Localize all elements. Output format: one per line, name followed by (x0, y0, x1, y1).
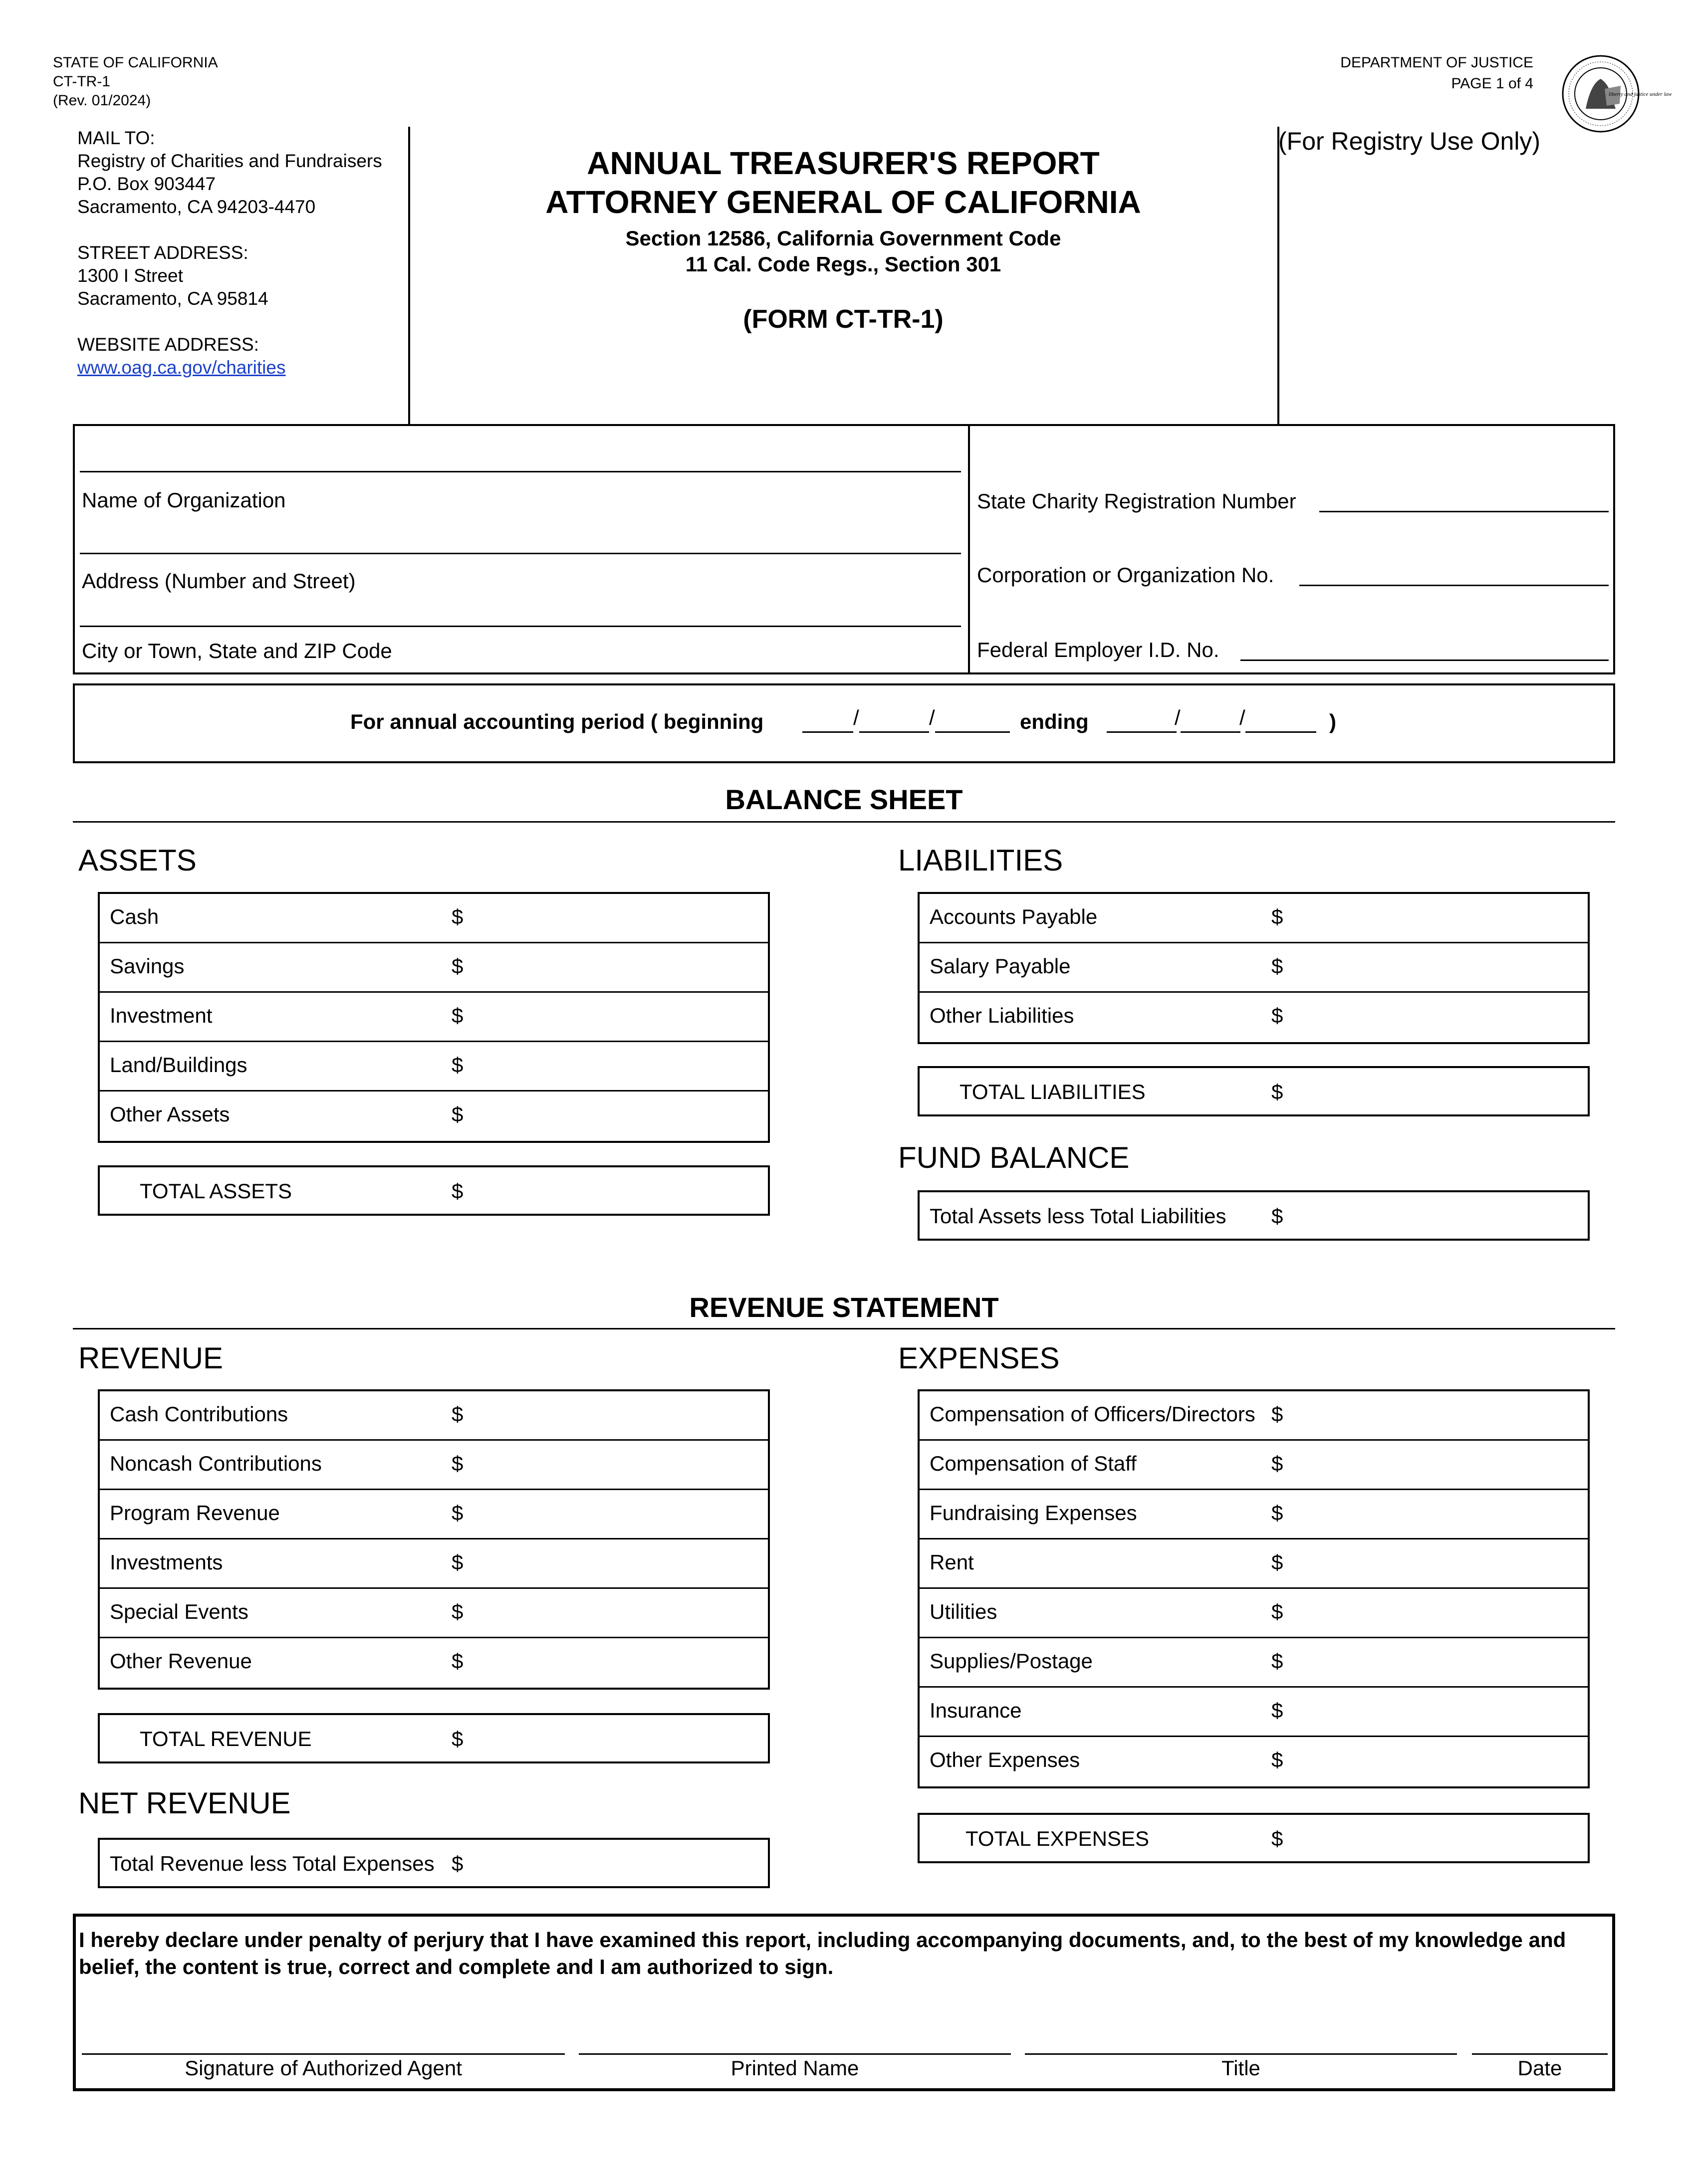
total-revenue-label: TOTAL REVENUE (140, 1727, 312, 1750)
net-revenue-label: Total Revenue less Total Expenses (110, 1852, 435, 1875)
revenue-row-noncash-contributions[interactable] (100, 1441, 768, 1490)
title-field[interactable] (1025, 2053, 1457, 2055)
assets-title: ASSETS (78, 844, 197, 877)
org-address-field[interactable] (80, 553, 961, 554)
revenue-statement-rule (73, 1328, 1615, 1329)
expense-label: Insurance (930, 1699, 1022, 1722)
total-liabilities-label: TOTAL LIABILITIES (960, 1080, 1146, 1103)
liability-label: Salary Payable (930, 954, 1071, 978)
total-liabilities-row[interactable] (918, 1066, 1590, 1116)
begin-slash-1: / (853, 706, 859, 729)
balance-sheet-rule (73, 821, 1615, 823)
dollar-sign: $ (1271, 1649, 1283, 1673)
page-number: PAGE 1 of 4 (1451, 75, 1533, 92)
dollar-sign: $ (452, 954, 464, 978)
expense-label: Compensation of Officers/Directors (930, 1402, 1255, 1426)
report-title: ANNUAL TREASURER'S REPORT (587, 145, 1100, 181)
report-subtitle: ATTORNEY GENERAL OF CALIFORNIA (545, 184, 1141, 220)
revenue-label: Noncash Contributions (110, 1452, 322, 1475)
asset-label: Cash (110, 905, 159, 928)
revenue-row-investments[interactable] (100, 1539, 768, 1589)
expenses-title: EXPENSES (898, 1341, 1060, 1375)
asset-label: Other Assets (110, 1102, 230, 1126)
fund-balance-title: FUND BALANCE (898, 1141, 1130, 1174)
end-slash-1: / (1175, 706, 1181, 729)
declaration-text: I hereby declare under penalty of perjury that I have examined this report, including accompanying documents, and, to the best of my knowledge and belief, the content is true, correct and complete and I am authorized to sign. (79, 1928, 1566, 1978)
dollar-sign: $ (452, 1649, 464, 1673)
revenue-label: Other Revenue (110, 1649, 252, 1673)
street-line-2: Sacramento, CA 95814 (77, 288, 268, 309)
assets-table (98, 892, 770, 1143)
street-line-1: 1300 I Street (77, 265, 183, 286)
dollar-sign: $ (1271, 1748, 1283, 1771)
fund-balance-label: Total Assets less Total Liabilities (930, 1204, 1226, 1228)
dollar-sign: $ (1271, 1080, 1283, 1103)
liability-label: Other Liabilities (930, 1004, 1074, 1027)
revenue-label: Special Events (110, 1600, 248, 1623)
expense-label: Other Expenses (930, 1748, 1080, 1771)
org-address-label: Address (Number and Street) (82, 569, 356, 593)
dollar-sign: $ (452, 1852, 464, 1875)
asset-row-land[interactable] (100, 1042, 768, 1092)
form-id: (FORM CT-TR-1) (743, 305, 944, 334)
expense-row-rent[interactable] (920, 1539, 1588, 1589)
org-city-label: City or Town, State and ZIP Code (82, 639, 392, 662)
liabilities-title: LIABILITIES (898, 844, 1063, 877)
end-month-field[interactable] (1107, 731, 1177, 733)
revenue-row-special-events[interactable] (100, 1589, 768, 1638)
begin-month-field[interactable] (802, 731, 853, 733)
expense-label: Utilities (930, 1600, 997, 1623)
expense-label: Compensation of Staff (930, 1452, 1137, 1475)
dollar-sign: $ (1271, 1204, 1283, 1228)
signature-field[interactable] (82, 2053, 565, 2055)
dollar-sign: $ (452, 1102, 464, 1126)
begin-year-field[interactable] (935, 731, 1010, 733)
date-label: Date (1517, 2056, 1562, 2080)
dollar-sign: $ (452, 1550, 464, 1574)
expense-label: Rent (930, 1550, 974, 1574)
balance-sheet-title: BALANCE SHEET (725, 784, 963, 815)
dollar-sign: $ (1271, 1699, 1283, 1722)
total-expenses-label: TOTAL EXPENSES (965, 1827, 1150, 1850)
registry-use-label: (For Registry Use Only) (1278, 127, 1541, 155)
period-begin-label: For annual accounting period ( beginning (350, 710, 764, 733)
dollar-sign: $ (1271, 1600, 1283, 1623)
seal-icon (1561, 54, 1672, 134)
dollar-sign: $ (452, 1179, 464, 1203)
dollar-sign: $ (452, 905, 464, 928)
revenue-title: REVENUE (78, 1341, 224, 1375)
dollar-sign: $ (452, 1402, 464, 1426)
fein-field[interactable] (1240, 659, 1609, 661)
statute-line-1: Section 12586, California Government Code (625, 226, 1061, 250)
registration-number-label: State Charity Registration Number (977, 489, 1296, 513)
asset-row-investment[interactable] (100, 993, 768, 1042)
street-label: STREET ADDRESS: (77, 242, 248, 263)
mail-line-1: Registry of Charities and Fundraisers (77, 151, 382, 171)
date-field[interactable] (1472, 2053, 1608, 2055)
total-assets-row[interactable] (98, 1165, 770, 1216)
dollar-sign: $ (452, 1053, 464, 1077)
state-label: STATE OF CALIFORNIA (53, 54, 218, 71)
form-code: CT-TR-1 (53, 73, 110, 90)
dollar-sign: $ (1271, 1550, 1283, 1574)
end-year-field[interactable] (1245, 731, 1316, 733)
statute-line-2: 11 Cal. Code Regs., Section 301 (685, 252, 1001, 276)
title-label: Title (1221, 2056, 1260, 2080)
period-close: ) (1329, 710, 1336, 733)
dollar-sign: $ (452, 1600, 464, 1623)
total-expenses-row[interactable] (918, 1813, 1590, 1863)
corporation-number-field[interactable] (1299, 585, 1609, 586)
org-box-divider (968, 424, 970, 674)
expense-row-supplies[interactable] (920, 1638, 1588, 1688)
total-revenue-row[interactable] (98, 1713, 770, 1763)
department-label: DEPARTMENT OF JUSTICE (1340, 54, 1533, 71)
revenue-statement-title: REVENUE STATEMENT (689, 1292, 999, 1323)
expense-row-other[interactable] (920, 1737, 1588, 1786)
expense-row-fundraising[interactable] (920, 1490, 1588, 1539)
divider-left (408, 127, 410, 424)
dollar-sign: $ (1271, 1501, 1283, 1525)
expense-label: Supplies/Postage (930, 1649, 1093, 1673)
dollar-sign: $ (452, 1452, 464, 1475)
dollar-sign: $ (1271, 954, 1283, 978)
revenue-label: Cash Contributions (110, 1402, 288, 1426)
period-end-label: ending (1020, 710, 1089, 733)
dollar-sign: $ (1271, 905, 1283, 928)
asset-row-cash[interactable] (100, 894, 768, 943)
registration-number-field[interactable] (1319, 511, 1609, 512)
website-link[interactable]: www.oag.ca.gov/charities (77, 357, 286, 378)
mail-to-label: MAIL TO: (77, 128, 155, 148)
dollar-sign: $ (452, 1501, 464, 1525)
end-slash-2: / (1239, 706, 1245, 729)
expense-label: Fundraising Expenses (930, 1501, 1137, 1525)
revenue-table (98, 1389, 770, 1690)
corporation-number-label: Corporation or Organization No. (977, 563, 1274, 587)
dollar-sign: $ (1271, 1452, 1283, 1475)
revenue-label: Investments (110, 1550, 223, 1574)
liability-label: Accounts Payable (930, 905, 1098, 928)
printed-name-field[interactable] (579, 2053, 1011, 2055)
expense-row-utilities[interactable] (920, 1589, 1588, 1638)
seal-motto: liberty and justice under law (1609, 91, 1672, 97)
org-name-label: Name of Organization (82, 488, 286, 512)
org-name-field[interactable] (80, 471, 961, 472)
dollar-sign: $ (1271, 1402, 1283, 1426)
net-revenue-row[interactable] (98, 1838, 770, 1888)
liability-row-other[interactable] (920, 993, 1588, 1042)
mail-line-2: P.O. Box 903447 (77, 174, 216, 194)
fund-balance-row[interactable] (918, 1190, 1590, 1241)
period-box (73, 683, 1615, 763)
org-city-field[interactable] (80, 626, 961, 627)
mail-line-3: Sacramento, CA 94203-4470 (77, 197, 316, 217)
website-label: WEBSITE ADDRESS: (77, 334, 259, 355)
dollar-sign: $ (452, 1727, 464, 1750)
asset-label: Investment (110, 1004, 213, 1027)
liability-row-salary-payable[interactable] (920, 943, 1588, 993)
liability-row-accounts-payable[interactable] (920, 894, 1588, 943)
printed-name-label: Printed Name (730, 2056, 859, 2080)
signature-label: Signature of Authorized Agent (185, 2056, 462, 2080)
expenses-table (918, 1389, 1590, 1788)
net-revenue-title: NET REVENUE (78, 1786, 291, 1820)
dollar-sign: $ (452, 1004, 464, 1027)
fein-label: Federal Employer I.D. No. (977, 638, 1219, 661)
revenue-label: Program Revenue (110, 1501, 280, 1525)
divider-right (1277, 127, 1279, 424)
begin-slash-2: / (929, 706, 935, 729)
revenue-row-other[interactable] (100, 1638, 768, 1688)
expense-row-staff[interactable] (920, 1441, 1588, 1490)
organization-box (73, 424, 1615, 674)
end-day-field[interactable] (1181, 731, 1240, 733)
total-assets-label: TOTAL ASSETS (140, 1179, 292, 1203)
dollar-sign: $ (1271, 1827, 1283, 1850)
asset-row-savings[interactable] (100, 943, 768, 993)
expense-row-officers[interactable] (920, 1391, 1588, 1441)
asset-label: Savings (110, 954, 185, 978)
asset-row-other[interactable] (100, 1092, 768, 1141)
revenue-row-program[interactable] (100, 1490, 768, 1539)
dollar-sign: $ (1271, 1004, 1283, 1027)
asset-label: Land/Buildings (110, 1053, 247, 1077)
expense-row-insurance[interactable] (920, 1688, 1588, 1737)
begin-day-field[interactable] (859, 731, 929, 733)
liabilities-table (918, 892, 1590, 1044)
revenue-row-cash-contributions[interactable] (100, 1391, 768, 1441)
revision: (Rev. 01/2024) (53, 92, 151, 109)
